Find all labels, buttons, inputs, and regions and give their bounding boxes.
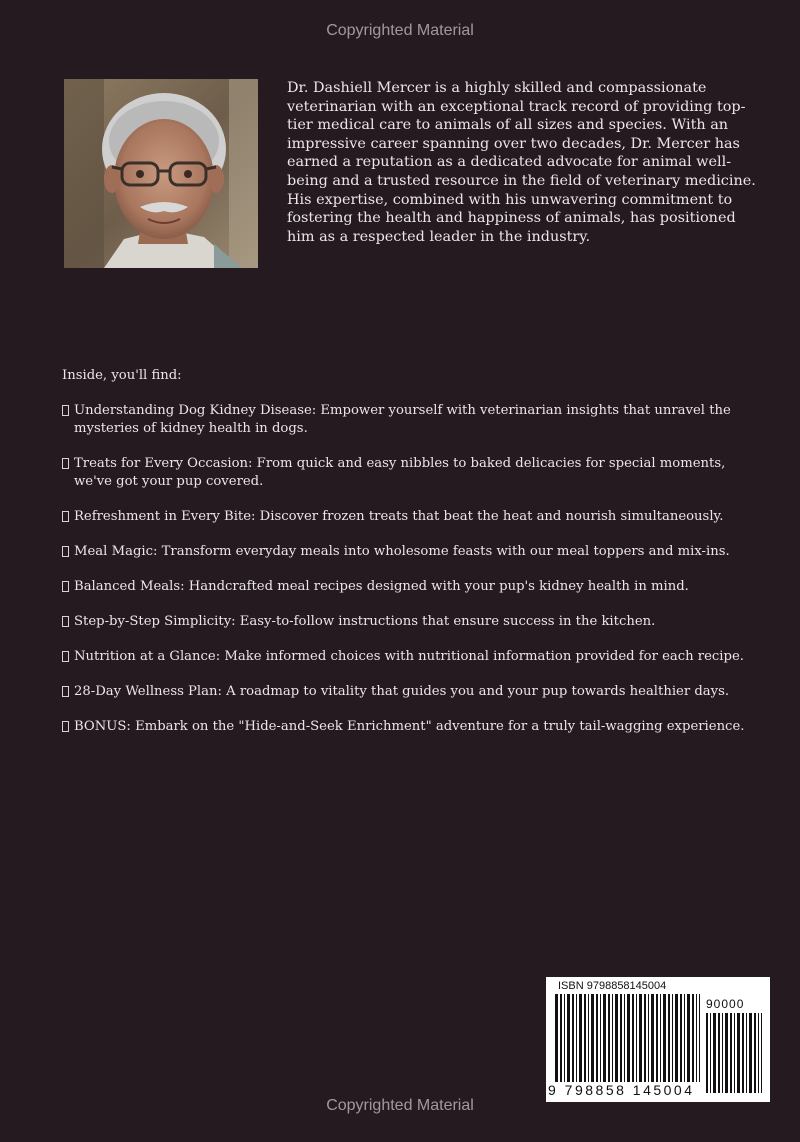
barcode-bar	[722, 1013, 723, 1093]
missing-glyph-icon	[62, 458, 69, 469]
barcode-bar	[687, 994, 690, 1082]
missing-glyph-icon	[62, 721, 69, 732]
barcode-bar	[660, 994, 661, 1082]
missing-glyph-icon	[62, 616, 69, 627]
barcode-bar	[692, 994, 694, 1082]
author-portrait-icon	[64, 79, 258, 268]
list-item: Treats for Every Occasion: From quick and easy nibbles to baked delicacies for special moments, we've got your pup covered.	[62, 455, 752, 491]
missing-glyph-icon	[62, 546, 69, 557]
isbn-label: ISBN 9798858145004	[558, 980, 667, 992]
missing-glyph-icon	[62, 511, 69, 522]
copyright-watermark-bottom: Copyrighted Material	[326, 1097, 474, 1114]
list-item: Nutrition at a Glance: Make informed choices with nutritional information provided for each recipe.	[62, 648, 752, 666]
barcode-bar	[588, 994, 589, 1082]
list-item: Meal Magic: Transform everyday meals into wholesome feasts with our meal toppers and mix-ins.	[62, 543, 752, 561]
barcode-bar	[672, 994, 673, 1082]
barcode-bar	[680, 994, 682, 1082]
barcode-bar	[579, 994, 582, 1082]
barcode-bar	[627, 994, 630, 1082]
barcode-bar	[624, 994, 625, 1082]
author-bio: Dr. Dashiell Mercer is a highly skilled and compassionate veterinarian with an exceptional track record of providing top-tier medical care to animals of all sizes and species. With an impressive career spanning over two decades, Dr. Mercer has earned a reputation as a dedicated advocate for animal well-being and a trusted resource in the field of veterinary medicine. His expertise, combined with his unwavering commitment to fostering the health and happiness of animals, has positioned him as a respected leader in the industry.	[287, 80, 756, 245]
barcode-bar	[567, 994, 570, 1082]
barcode-bar	[663, 994, 666, 1082]
barcode-bar	[734, 1013, 735, 1093]
barcode-bar	[648, 994, 649, 1082]
missing-glyph-icon	[62, 686, 69, 697]
barcode-bar	[632, 994, 634, 1082]
barcode-bar	[668, 994, 670, 1082]
barcode-bar	[742, 1013, 744, 1093]
barcode-bar	[718, 1013, 720, 1093]
barcode-bar	[584, 994, 586, 1082]
barcode-bar	[656, 994, 658, 1082]
barcode-bar	[608, 994, 610, 1082]
barcode-bar	[644, 994, 646, 1082]
barcode-bar	[725, 1013, 728, 1093]
barcode-bar	[737, 1013, 740, 1093]
list-item: Understanding Dog Kidney Disease: Empower yourself with veterinarian insights that unravel the mysteries of kidney health in dogs.	[62, 402, 752, 438]
barcode-bar	[572, 994, 574, 1082]
barcode-bar	[620, 994, 622, 1082]
barcode-bar	[555, 994, 558, 1082]
list-item: Step-by-Step Simplicity: Easy-to-follow instructions that ensure success in the kitchen.	[62, 613, 752, 631]
barcode-bar	[600, 994, 601, 1082]
barcode-bar	[713, 1013, 716, 1093]
list-item: Balanced Meals: Handcrafted meal recipes designed with your pup's kidney health in mind.	[62, 578, 752, 596]
barcode-bar	[761, 1013, 762, 1093]
barcode-bar	[651, 994, 654, 1082]
barcode-bar	[560, 994, 562, 1082]
missing-glyph-icon	[62, 405, 69, 416]
barcode-bar	[576, 994, 577, 1082]
barcode-bar	[675, 994, 678, 1082]
barcode-bar	[746, 1013, 747, 1093]
barcode-bars	[555, 994, 700, 1084]
list-item: 28-Day Wellness Plan: A roadmap to vitality that guides you and your pup towards healthier days.	[62, 683, 752, 701]
barcode-bar	[749, 1013, 752, 1093]
missing-glyph-icon	[62, 651, 69, 662]
barcode-bar	[636, 994, 637, 1082]
barcode-bar	[639, 994, 642, 1082]
contents-list	[62, 367, 752, 753]
list-item: BONUS: Embark on the "Hide-and-Seek Enrichment" adventure for a truly tail-wagging experience.	[62, 718, 752, 736]
barcode-bar	[706, 1013, 708, 1093]
barcode-bar	[754, 1013, 756, 1093]
list-item: Refreshment in Every Bite: Discover frozen treats that beat the heat and nourish simultaneously.	[62, 508, 752, 526]
author-photo	[64, 79, 258, 268]
barcode-bar	[699, 994, 700, 1082]
barcode-bar	[591, 994, 594, 1082]
barcode-bar	[696, 994, 697, 1082]
addon-barcode-bars	[706, 1013, 762, 1093]
barcode-bar	[730, 1013, 732, 1093]
barcode-bar	[684, 994, 685, 1082]
barcode-bar	[596, 994, 598, 1082]
barcode-bar	[564, 994, 565, 1082]
contents-intro: Inside, you'll find:	[62, 368, 182, 383]
copyright-watermark-top: Copyrighted Material	[326, 22, 474, 39]
barcode-bar	[615, 994, 618, 1082]
barcode-bar	[612, 994, 613, 1082]
isbn-barcode	[546, 977, 770, 1102]
price-code: 90000	[706, 997, 745, 1011]
barcode-bar	[603, 994, 606, 1082]
isbn-digits: 9 798858 145004	[548, 1082, 695, 1098]
barcode-bar	[710, 1013, 711, 1093]
missing-glyph-icon	[62, 581, 69, 592]
barcode-bar	[758, 1013, 759, 1093]
